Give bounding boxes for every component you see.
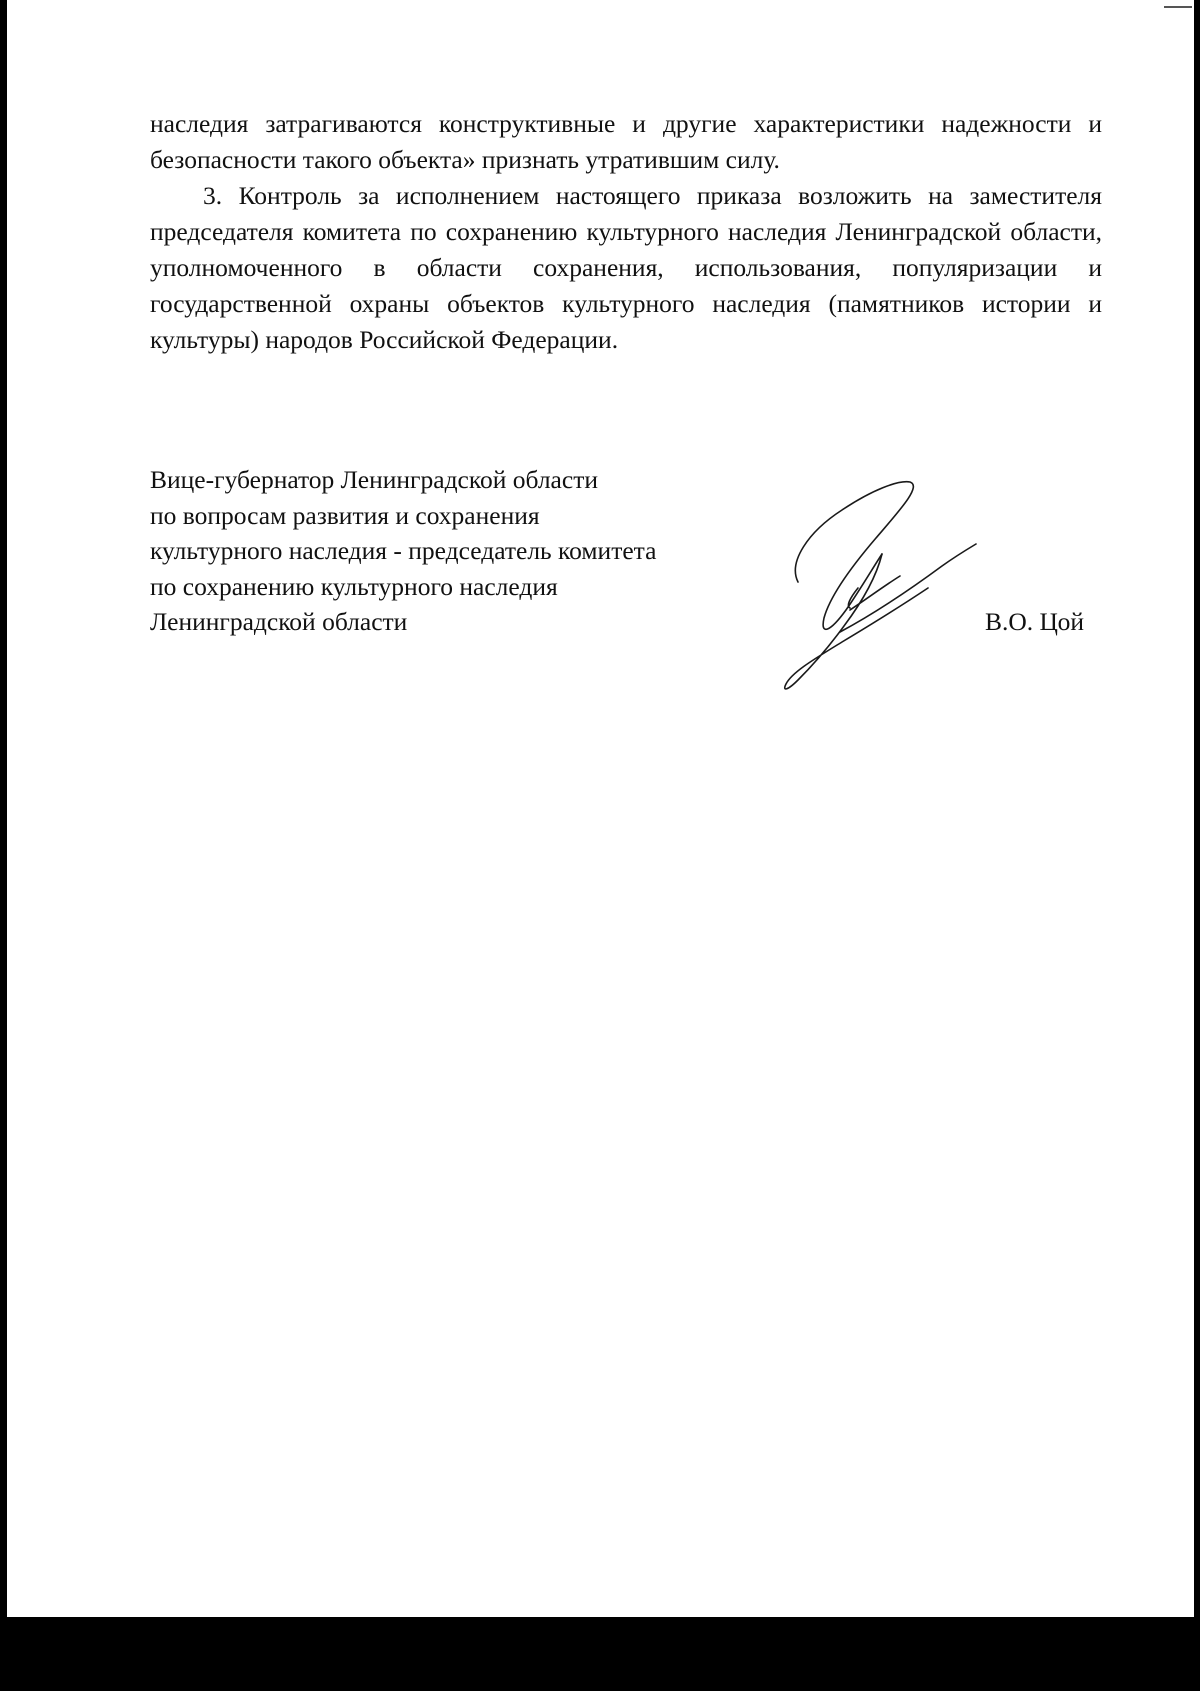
- scan-left-edge: [0, 0, 7, 1691]
- position-line-2: по вопросам развития и сохранения: [150, 500, 540, 530]
- scan-right-edge: [1194, 0, 1200, 1620]
- position-line-5: Ленинградской области: [150, 607, 408, 636]
- document-body: [150, 106, 1102, 358]
- scan-top-mark: [1164, 6, 1192, 8]
- position-line-1: Вице-губернатор Ленинградской области: [150, 465, 598, 494]
- signatory-position: [150, 462, 850, 640]
- position-line-4: по сохранению культурного наследия: [150, 571, 558, 601]
- signatory-name: В.О. Цой: [985, 607, 1085, 636]
- position-line-3: культурного наследия - председатель комитета: [150, 536, 657, 565]
- paragraph-continued: наследия затрагиваются конструктивные и другие характеристики надежности и безопасности такого объекта» признать утратившим силу.: [150, 109, 1102, 174]
- handwritten-signature: [780, 470, 1000, 695]
- scan-bottom-band: [0, 1617, 1200, 1691]
- paragraph-3: 3. Контроль за исполнением настоящего приказа возложить на заместителя председателя комитета по сохранению культурного наследия Ленинградской области, уполномоченного в области сохранения, использования, популяризации и государственной охраны объектов культурного наследия (памятников истории и культуры) народов Российской Федерации.: [150, 181, 1102, 354]
